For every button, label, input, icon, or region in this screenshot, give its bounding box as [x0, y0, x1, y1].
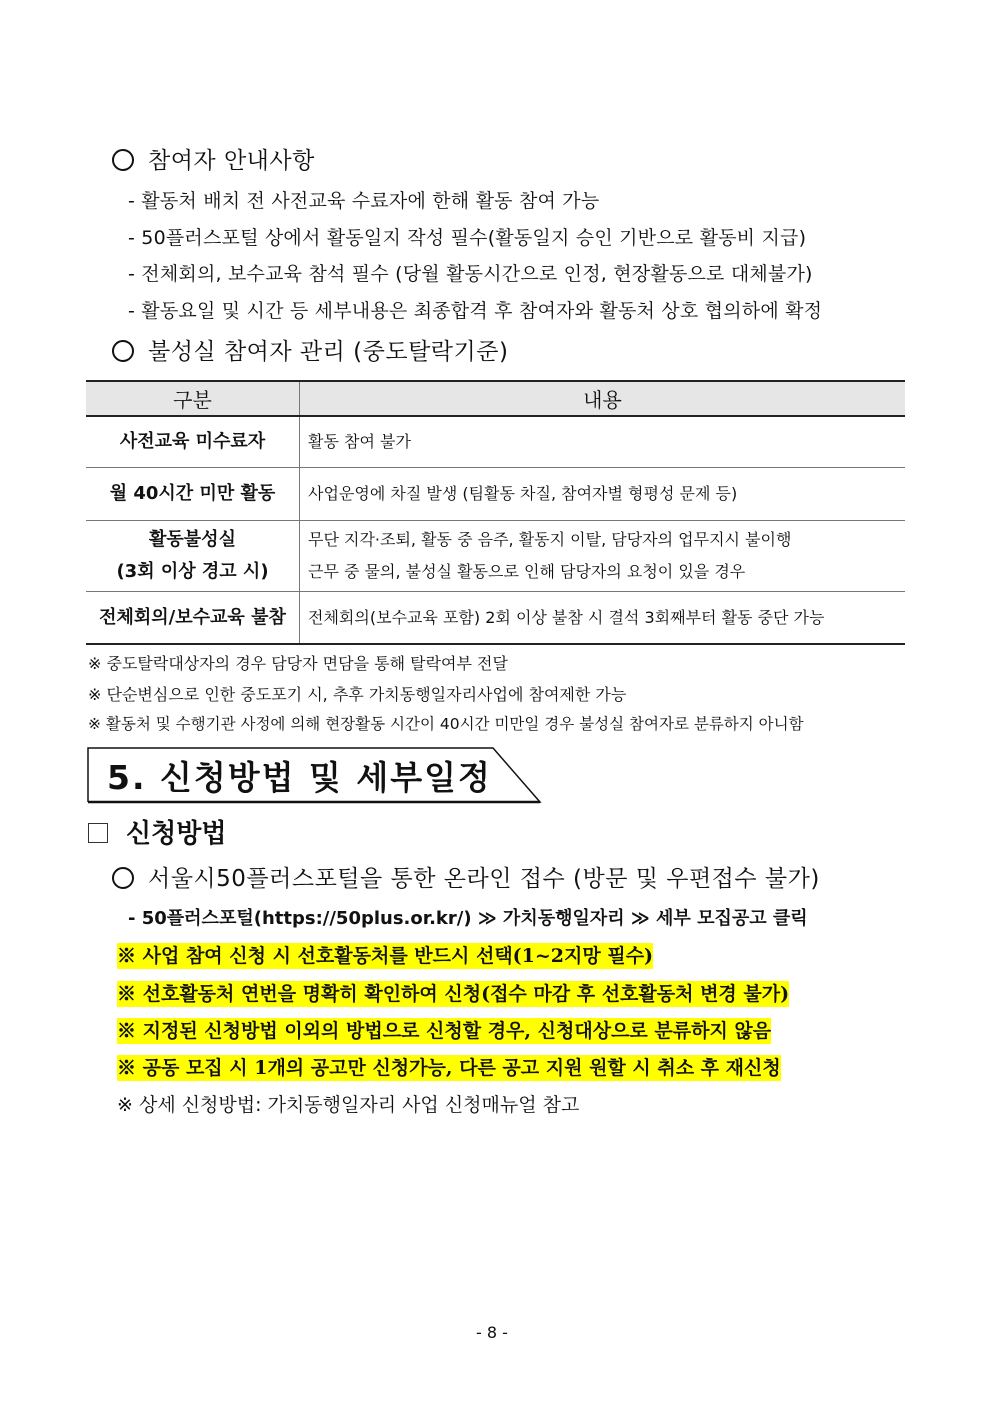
info-item: - 활동처 배치 전 사전교육 수료자에 한해 활동 참여 가능 — [128, 190, 600, 212]
detail-note: ※ 상세 신청방법: 가치동행일자리 사업 신청매뉴얼 참고 — [117, 1094, 580, 1116]
row-category: 월 40시간 미만 활동 — [86, 468, 300, 521]
application-method-heading — [88, 813, 226, 850]
note-text: ※ 공동 모집 시 1개의 공고만 신청가능, 다른 공고 지원 원할 시 취소 후 재신청 — [117, 1057, 781, 1079]
dropout-note: ※ 단순변심으로 인한 중도포기 시, 추후 가치동행일자리사업에 참여제한 가능 — [88, 685, 627, 704]
table-row — [86, 592, 905, 645]
unfaithful-mgmt-heading — [112, 333, 508, 366]
highlighted-note — [117, 1053, 781, 1080]
row-category: 사전교육 미수료자 — [86, 416, 300, 468]
portal-path: - 50플러스포털(https://50plus.or.kr/) ≫ 가치동행일자리 ≫ 세부 모집공고 클릭 — [128, 908, 808, 929]
row-content: 활동 참여 불가 — [300, 416, 906, 468]
heading-text: 참여자 안내사항 — [148, 148, 315, 174]
row-category: 전체회의/보수교육 불참 — [86, 592, 300, 645]
online-application-heading — [112, 860, 820, 893]
table-row — [86, 521, 905, 592]
note-text: ※ 사업 참여 신청 시 선호활동처를 반드시 선택(1~2지망 필수) — [117, 945, 654, 967]
category-line: 활동불성실 — [149, 529, 236, 550]
content-line: 무단 지각·조퇴, 활동 중 음주, 활동지 이탈, 담당자의 업무지시 불이행 — [308, 530, 792, 549]
table-row — [86, 468, 905, 521]
section-5-banner — [87, 747, 541, 802]
circle-bullet-icon — [112, 149, 134, 171]
info-item: - 50플러스포털 상에서 활동일지 작성 필수(활동일지 승인 기반으로 활동비 지급) — [128, 227, 807, 249]
circle-bullet-icon — [112, 867, 134, 889]
row-content: 사업운영에 차질 발생 (팀활동 차질, 참여자별 형평성 문제 등) — [300, 468, 906, 521]
table-row — [86, 416, 905, 468]
highlighted-note — [117, 979, 789, 1006]
row-content: 전체회의(보수교육 포함) 2회 이상 불참 시 결석 3회째부터 활동 중단 가능 — [300, 592, 906, 645]
row-category — [86, 521, 300, 592]
heading-text: 불성실 참여자 관리 (중도탈락기준) — [148, 339, 509, 365]
dropout-note: ※ 중도탈락대상자의 경우 담당자 면담을 통해 탈락여부 전달 — [88, 654, 508, 673]
dropout-note: ※ 활동처 및 수행기관 사정에 의해 현장활동 시간이 40시간 미만일 경우 불성실 참여자로 분류하지 아니함 — [88, 715, 804, 733]
circle-bullet-icon — [112, 340, 134, 362]
category-line: (3회 이상 경고 시) — [116, 561, 269, 582]
participant-info-heading — [112, 142, 315, 175]
highlighted-note — [117, 1016, 771, 1043]
info-item: - 활동요일 및 시간 등 세부내용은 최종합격 후 참여자와 활동처 상호 협의하에 확정 — [128, 300, 823, 322]
content-line: 근무 중 물의, 불성실 활동으로 인해 담당자의 요청이 있을 경우 — [308, 562, 746, 581]
note-text: ※ 지정된 신청방법 이외의 방법으로 신청할 경우, 신청대상으로 분류하지 않음 — [117, 1020, 772, 1042]
heading-text: 신청방법 — [126, 819, 227, 849]
info-item: - 전체회의, 보수교육 참석 필수 (당월 활동시간으로 인정, 현장활동으로 대체불가) — [128, 263, 813, 285]
heading-text: 서울시50플러스포털을 통한 온라인 접수 (방문 및 우편접수 불가) — [148, 866, 820, 892]
note-text: ※ 선호활동처 연번을 명확히 확인하여 신청(접수 마감 후 선호활동처 변경 불가) — [117, 983, 790, 1005]
column-header-content: 내용 — [300, 381, 906, 416]
section-5-title: 5. 신청방법 및 세부일정 — [107, 758, 492, 797]
column-header-category: 구분 — [86, 381, 300, 416]
row-content — [300, 521, 906, 592]
square-bullet-icon — [88, 823, 108, 843]
page-number: - 8 - — [476, 1323, 508, 1342]
highlighted-note — [117, 941, 653, 968]
dropout-criteria-table — [86, 380, 905, 645]
